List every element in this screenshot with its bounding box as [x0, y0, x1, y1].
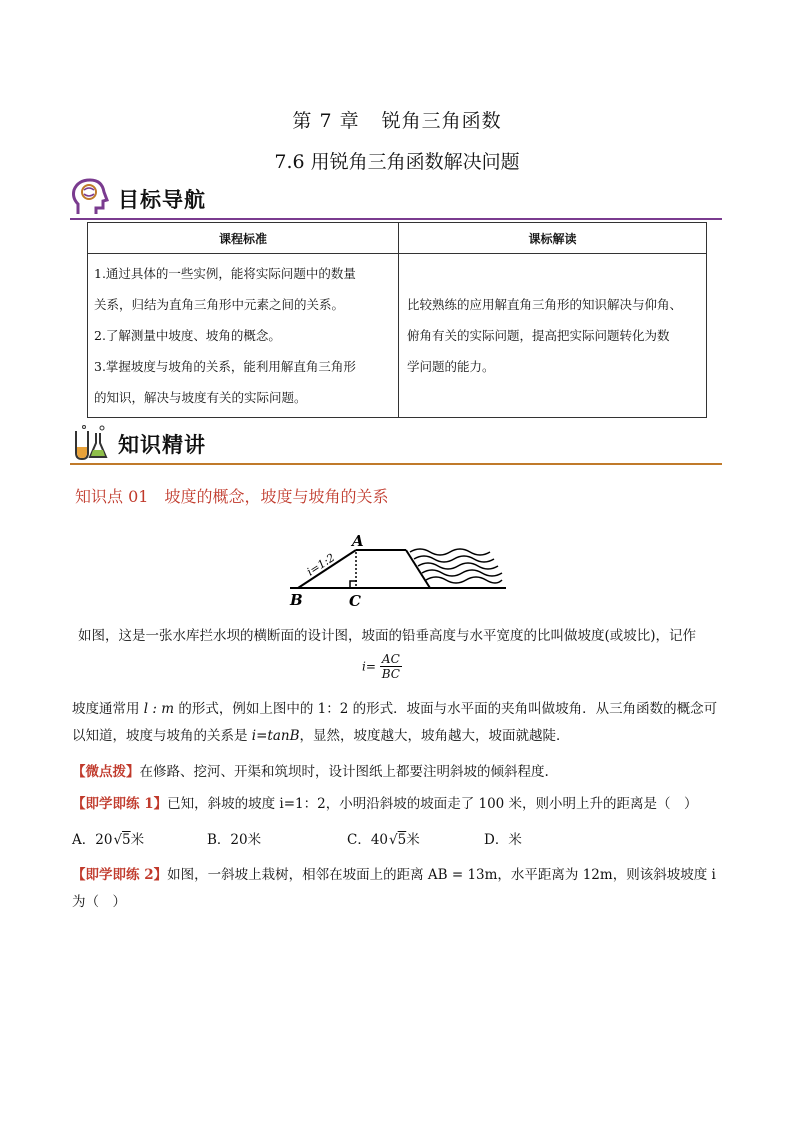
exercise-label: 【即学即练 2】 — [72, 867, 168, 883]
section-rule — [70, 463, 722, 465]
lesson-title: 7.6 用锐角三角函数解决问题 — [274, 151, 520, 173]
knowledge-point-label: 知识点 01 — [75, 487, 149, 506]
text: 坡度通常用 — [72, 701, 144, 717]
tip-label: 【微点拨】 — [72, 764, 140, 780]
knowledge-point-title: 坡度的概念，坡度与坡角的关系 — [164, 487, 389, 506]
formula-lhs: i= — [362, 659, 376, 674]
course-standards-table — [87, 222, 707, 418]
table-cell-standards — [88, 254, 399, 418]
knowledge-point-heading — [75, 484, 388, 507]
text: 的形式，例如上图中的 1：2 的形式．坡面与水平面的夹角叫做坡角．从三角函数的概念可以知道，坡度与坡角的关系是 — [72, 701, 718, 744]
table-header-row — [88, 223, 707, 254]
table-header: 课程标准 — [88, 223, 399, 254]
section-rule — [70, 218, 722, 220]
section-title: 知识精讲 — [118, 433, 206, 457]
option-c[interactable] — [347, 828, 420, 848]
brain-head-icon — [70, 178, 110, 218]
option-d[interactable] — [484, 828, 522, 848]
option-coef: 40 — [370, 832, 389, 848]
radicand: 5 — [122, 832, 131, 848]
text: ，显然，坡度越大，坡角越大，坡面就越陡． — [299, 728, 570, 744]
option-unit: 米 — [247, 832, 262, 848]
option-unit: 米 — [406, 832, 420, 848]
math-var: l : m — [143, 701, 175, 717]
tip-text: 在修路、挖河、开渠和筑坝时，设计图纸上都要注明斜坡的倾斜程度. — [139, 764, 549, 780]
exercise-text: 已知，斜坡的坡度 i=1：2，小明沿斜坡的坡面走了 100 米，则小明上升的距离是（ ） — [167, 796, 698, 812]
label-c: C — [349, 592, 361, 610]
label-b: B — [290, 591, 303, 609]
chapter-name: 锐角三角函数 — [381, 110, 502, 132]
chapter-number: 第 7 章 — [292, 110, 360, 132]
standard-line: 1.通过具体的一些实例，能将实际问题中的数量 — [94, 266, 356, 281]
sqrt-symbol: √ — [389, 832, 398, 848]
section-header-goals — [70, 180, 722, 220]
standard-line: 3.掌握坡度与坡角的关系，能利用解直角三角形 — [94, 359, 356, 374]
standard-line: 关系，归结为直角三角形中元素之间的关系。 — [94, 297, 345, 312]
dam-cross-section-diagram — [288, 530, 508, 610]
formula-fraction — [380, 652, 402, 681]
radicand: 5 — [397, 832, 407, 848]
exercise-1 — [72, 792, 698, 812]
option-unit: 米 — [508, 832, 522, 848]
option-letter: D． — [484, 832, 509, 848]
lab-flask-icon — [70, 423, 110, 463]
section-title: 目标导航 — [118, 188, 206, 212]
standard-line: 2.了解测量中坡度、坡角的概念。 — [94, 328, 281, 343]
option-coef: 20 — [230, 832, 248, 848]
option-letter: B． — [207, 832, 231, 848]
formula-numerator: AC — [380, 652, 402, 667]
table-row — [88, 254, 707, 418]
option-letter: A． — [72, 832, 96, 848]
slope-ratio-label: i=1:2 — [304, 551, 338, 579]
table-header: 课标解读 — [399, 223, 707, 254]
slope-formula — [362, 652, 402, 681]
standard-line: 的知识，解决与坡度有关的实际问题。 — [94, 390, 307, 405]
table-cell-interpretation — [399, 254, 707, 418]
option-unit: 米 — [130, 832, 145, 848]
chapter-title — [0, 106, 794, 133]
definition-paragraph: 如图，这是一张水库拦水坝的横断面的设计图，坡面的铅垂高度与水平宽度的比叫做坡度(或坡比)，记作 — [78, 628, 697, 644]
exercise-2 — [72, 862, 728, 916]
exercise-text: 如图，一斜坡上栽树，相邻在坡面上的距离 AB = 13m，水平距离为 12m，则该斜坡坡度 i 为（ ） — [72, 867, 716, 910]
option-a[interactable] — [72, 828, 144, 848]
interpretation-line: 学问题的能力。 — [407, 359, 495, 374]
formula-denominator: BC — [381, 667, 400, 681]
sqrt-symbol: √ — [113, 832, 123, 848]
relation-paragraph — [72, 696, 728, 750]
label-a: A — [352, 532, 364, 550]
option-b[interactable] — [207, 828, 261, 848]
interpretation-line: 俯角有关的实际问题，提高把实际问题转化为数 — [407, 328, 670, 343]
section-header-knowledge — [70, 425, 722, 465]
interpretation-line: 比较熟练的应用解直角三角形的知识解决与仰角、 — [407, 297, 683, 312]
exercise-label: 【即学即练 1】 — [72, 796, 168, 812]
tip-line — [72, 760, 549, 780]
option-coef: 20 — [95, 832, 113, 848]
option-letter: C． — [347, 832, 371, 848]
math-eq: i=tanB — [251, 728, 300, 744]
